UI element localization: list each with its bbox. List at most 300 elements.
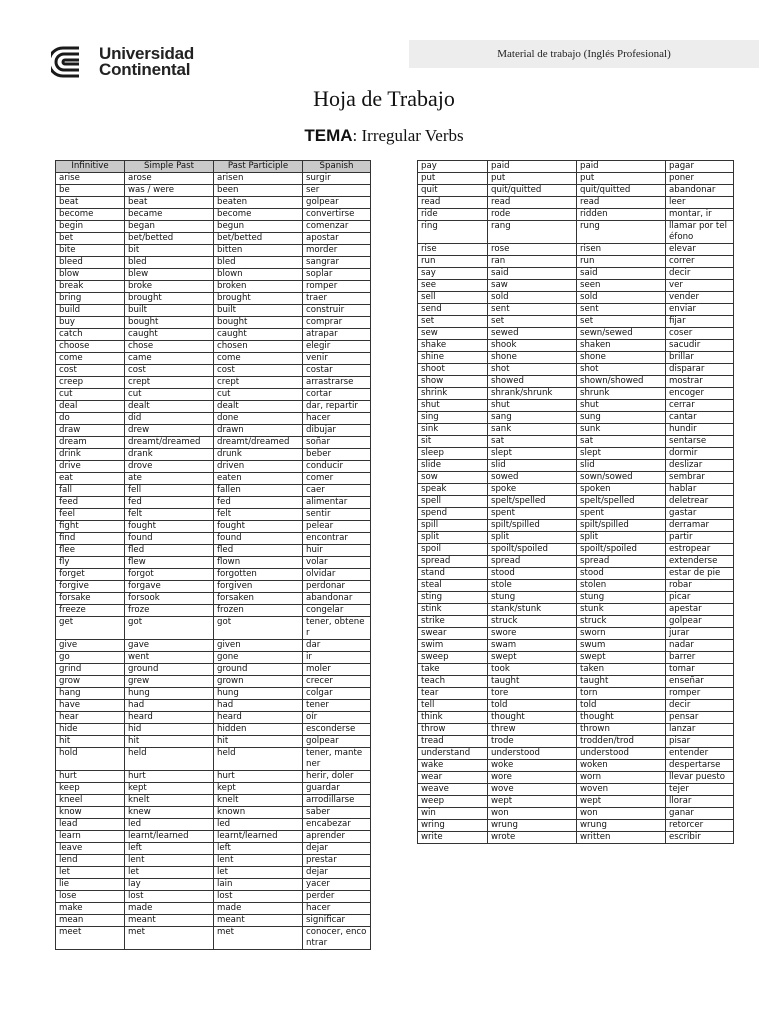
table-cell: spoke [488, 484, 577, 496]
table-cell: shrink [418, 388, 488, 400]
table-cell: took [488, 664, 577, 676]
table-cell: thought [488, 712, 577, 724]
table-row [56, 413, 371, 425]
table-cell: blew [125, 269, 214, 281]
table-row [418, 508, 734, 520]
table-cell: sat [488, 436, 577, 448]
table-cell: was / were [125, 185, 214, 197]
table-cell: knew [125, 807, 214, 819]
table-cell: beaten [214, 197, 303, 209]
table-cell: sewn/sewed [577, 328, 666, 340]
table-cell: sent [488, 304, 577, 316]
topic-value: : Irregular Verbs [352, 126, 464, 145]
table-cell: been [214, 185, 303, 197]
table-row [418, 268, 734, 280]
table-cell: olvidar [303, 569, 371, 581]
table-row [418, 161, 734, 173]
table-cell: sung [577, 412, 666, 424]
table-cell: guardar [303, 783, 371, 795]
table-row [418, 412, 734, 424]
table-cell: understand [418, 748, 488, 760]
table-cell: spread [488, 556, 577, 568]
table-cell: said [577, 268, 666, 280]
table-row [418, 340, 734, 352]
table-row [56, 819, 371, 831]
table-cell: slide [418, 460, 488, 472]
table-cell: arrodillarse [303, 795, 371, 807]
table-cell: coser [666, 328, 734, 340]
table-cell: frozen [214, 605, 303, 617]
table-cell: knelt [125, 795, 214, 807]
table-cell: hacer [303, 413, 371, 425]
table-row [56, 867, 371, 879]
table-cell: feel [56, 509, 125, 521]
table-cell: chose [125, 341, 214, 353]
table-row [418, 772, 734, 784]
table-cell: lose [56, 891, 125, 903]
table-row [418, 304, 734, 316]
table-cell: forsook [125, 593, 214, 605]
table-row [418, 736, 734, 748]
table-cell: ganar [666, 808, 734, 820]
table-cell: made [125, 903, 214, 915]
table-cell: lost [125, 891, 214, 903]
table-cell: trode [488, 736, 577, 748]
table-cell: apestar [666, 604, 734, 616]
table-row [56, 461, 371, 473]
table-cell: showed [488, 376, 577, 388]
table-cell: ground [214, 664, 303, 676]
table-cell: lost [214, 891, 303, 903]
table-cell: let [56, 867, 125, 879]
table-cell: esconderse [303, 724, 371, 736]
table-cell: sowed [488, 472, 577, 484]
table-cell: do [56, 413, 125, 425]
table-cell: told [577, 700, 666, 712]
table-cell: lead [56, 819, 125, 831]
table-cell: comenzar [303, 221, 371, 233]
table-cell: hidden [214, 724, 303, 736]
table-cell: find [56, 533, 125, 545]
table-cell: cerrar [666, 400, 734, 412]
table-cell: congelar [303, 605, 371, 617]
table-cell: wept [488, 796, 577, 808]
table-cell: met [214, 927, 303, 950]
table-cell: forsaken [214, 593, 303, 605]
table-cell: got [214, 617, 303, 640]
table-row [56, 593, 371, 605]
table-row [56, 855, 371, 867]
table-cell: see [418, 280, 488, 292]
table-cell: shine [418, 352, 488, 364]
table-cell: cost [56, 365, 125, 377]
table-cell: begun [214, 221, 303, 233]
table-cell: wrung [488, 820, 577, 832]
table-cell: shown/showed [577, 376, 666, 388]
table-row [418, 724, 734, 736]
table-row [56, 221, 371, 233]
table-cell: traer [303, 293, 371, 305]
table-cell: dar, repartir [303, 401, 371, 413]
table-cell: sold [488, 292, 577, 304]
table-cell: met [125, 927, 214, 950]
table-cell: tener, obtener [303, 617, 371, 640]
table-cell: knelt [214, 795, 303, 807]
table-cell: conducir [303, 461, 371, 473]
table-cell: sew [418, 328, 488, 340]
table-cell: moler [303, 664, 371, 676]
table-cell: partir [666, 532, 734, 544]
table-row [56, 617, 371, 640]
table-cell: fled [214, 545, 303, 557]
table-cell: drank [125, 449, 214, 461]
table-cell: fed [125, 497, 214, 509]
table-cell: elegir [303, 341, 371, 353]
table-row [56, 891, 371, 903]
table-cell: bled [125, 257, 214, 269]
table-cell: ground [125, 664, 214, 676]
table-cell: stank/stunk [488, 604, 577, 616]
table-cell: seen [577, 280, 666, 292]
table-cell: oír [303, 712, 371, 724]
table-cell: rung [577, 221, 666, 244]
table-cell: spread [418, 556, 488, 568]
table-cell: drove [125, 461, 214, 473]
table-row [56, 365, 371, 377]
table-cell: mostrar [666, 376, 734, 388]
topic-label: TEMA [304, 126, 353, 145]
table-row [56, 748, 371, 771]
table-cell: morder [303, 245, 371, 257]
table-cell: take [418, 664, 488, 676]
table-row [418, 388, 734, 400]
table-cell: set [418, 316, 488, 328]
table-cell: golpear [303, 736, 371, 748]
table-cell: swept [577, 652, 666, 664]
logo-line-2: Continental [99, 60, 191, 79]
table-cell: drew [125, 425, 214, 437]
table-cell: driven [214, 461, 303, 473]
table-row [56, 233, 371, 245]
table-row [418, 364, 734, 376]
table-cell: dealt [214, 401, 303, 413]
table-row [418, 640, 734, 652]
table-cell: spent [488, 508, 577, 520]
table-cell: chosen [214, 341, 303, 353]
table-cell: costar [303, 365, 371, 377]
table-cell: forget [56, 569, 125, 581]
table-cell: beber [303, 449, 371, 461]
table-cell: sit [418, 436, 488, 448]
table-row [56, 281, 371, 293]
table-cell: spend [418, 508, 488, 520]
table-cell: stolen [577, 580, 666, 592]
table-cell: disparar [666, 364, 734, 376]
table-cell: wrung [577, 820, 666, 832]
table-cell: wring [418, 820, 488, 832]
table-cell: throw [418, 724, 488, 736]
table-row [418, 820, 734, 832]
table-cell: comprar [303, 317, 371, 329]
table-cell: crept [214, 377, 303, 389]
table-cell: wore [488, 772, 577, 784]
table-cell: woven [577, 784, 666, 796]
table-cell: eaten [214, 473, 303, 485]
table-cell: bled [214, 257, 303, 269]
table-cell: broken [214, 281, 303, 293]
table-cell: heard [125, 712, 214, 724]
table-cell: bit [125, 245, 214, 257]
table-row [56, 783, 371, 795]
table-row [418, 197, 734, 209]
table-row [418, 424, 734, 436]
table-cell: hablar [666, 484, 734, 496]
table-cell: know [56, 807, 125, 819]
table-cell: spilt/spilled [488, 520, 577, 532]
table-cell: paid [488, 161, 577, 173]
table-cell: cost [125, 365, 214, 377]
table-cell: felt [125, 509, 214, 521]
table-cell: brought [125, 293, 214, 305]
table-cell: hurt [125, 771, 214, 783]
table-cell: made [214, 903, 303, 915]
table-cell: enseñar [666, 676, 734, 688]
table-row [56, 389, 371, 401]
table-cell: build [56, 305, 125, 317]
table-cell: ver [666, 280, 734, 292]
table-cell: think [418, 712, 488, 724]
table-cell: flew [125, 557, 214, 569]
table-cell: left [214, 843, 303, 855]
table-cell: thought [577, 712, 666, 724]
table-cell: venir [303, 353, 371, 365]
header-infinitive: Infinitive [56, 161, 125, 173]
table-row [56, 903, 371, 915]
table-cell: sweep [418, 652, 488, 664]
table-cell: lent [214, 855, 303, 867]
table-row [418, 808, 734, 820]
table-row [56, 533, 371, 545]
table-cell: swore [488, 628, 577, 640]
table-cell: bite [56, 245, 125, 257]
table-cell: tore [488, 688, 577, 700]
table-cell: beat [56, 197, 125, 209]
table-row [56, 377, 371, 389]
table-cell: spilt/spilled [577, 520, 666, 532]
table-cell: shook [488, 340, 577, 352]
table-row [56, 927, 371, 950]
table-cell: let [125, 867, 214, 879]
table-body-left [56, 173, 371, 950]
table-cell: spoil [418, 544, 488, 556]
table-cell: worn [577, 772, 666, 784]
table-row [56, 736, 371, 748]
table-cell: spelt/spelled [488, 496, 577, 508]
table-cell: teach [418, 676, 488, 688]
table-cell: montar, ir [666, 209, 734, 221]
table-cell: forsake [56, 593, 125, 605]
continental-logo-icon [51, 44, 91, 80]
table-cell: volar [303, 557, 371, 569]
table-cell: robar [666, 580, 734, 592]
table-cell: steal [418, 580, 488, 592]
table-cell: hacer [303, 903, 371, 915]
table-cell: sentir [303, 509, 371, 521]
table-cell: froze [125, 605, 214, 617]
table-row [56, 557, 371, 569]
table-row [418, 352, 734, 364]
table-cell: trodden/trod [577, 736, 666, 748]
table-cell: romper [666, 688, 734, 700]
table-cell: colgar [303, 688, 371, 700]
table-cell: found [125, 533, 214, 545]
table-row [56, 185, 371, 197]
table-cell: ran [488, 256, 577, 268]
table-row [56, 293, 371, 305]
table-cell: understood [488, 748, 577, 760]
table-cell: arose [125, 173, 214, 185]
table-cell: sacudir [666, 340, 734, 352]
header-simple-past: Simple Past [125, 161, 214, 173]
table-row [418, 400, 734, 412]
table-row [56, 317, 371, 329]
table-cell: dar [303, 640, 371, 652]
table-cell: sewed [488, 328, 577, 340]
table-cell: saw [488, 280, 577, 292]
table-cell: sell [418, 292, 488, 304]
table-row [418, 460, 734, 472]
table-cell: rang [488, 221, 577, 244]
table-cell: golpear [666, 616, 734, 628]
table-cell: lay [125, 879, 214, 891]
table-cell: conocer, encontrar [303, 927, 371, 950]
table-cell: bring [56, 293, 125, 305]
table-cell: put [488, 173, 577, 185]
table-cell: drawn [214, 425, 303, 437]
table-cell: began [125, 221, 214, 233]
table-cell: cortar [303, 389, 371, 401]
table-cell: shut [418, 400, 488, 412]
table-cell: done [214, 413, 303, 425]
table-cell: drunk [214, 449, 303, 461]
table-cell: forgot [125, 569, 214, 581]
table-row [418, 376, 734, 388]
table-body-right [418, 161, 734, 844]
table-cell: fallen [214, 485, 303, 497]
table-cell: dreamt/dreamed [125, 437, 214, 449]
table-cell: extenderse [666, 556, 734, 568]
table-cell: dealt [125, 401, 214, 413]
table-cell: hung [214, 688, 303, 700]
table-cell: construir [303, 305, 371, 317]
table-cell: torn [577, 688, 666, 700]
table-cell: perder [303, 891, 371, 903]
table-cell: become [214, 209, 303, 221]
table-cell: hear [56, 712, 125, 724]
table-cell: forgiven [214, 581, 303, 593]
table-cell: cut [56, 389, 125, 401]
table-cell: choose [56, 341, 125, 353]
table-cell: hide [56, 724, 125, 736]
table-cell: had [214, 700, 303, 712]
table-row [418, 556, 734, 568]
table-cell: keep [56, 783, 125, 795]
table-cell: slid [577, 460, 666, 472]
table-cell: lain [214, 879, 303, 891]
table-cell: entender [666, 748, 734, 760]
table-row [56, 879, 371, 891]
table-cell: threw [488, 724, 577, 736]
table-cell: jurar [666, 628, 734, 640]
table-cell: did [125, 413, 214, 425]
table-row [56, 449, 371, 461]
table-row [418, 544, 734, 556]
table-cell: set [577, 316, 666, 328]
table-cell: read [577, 197, 666, 209]
table-cell: pay [418, 161, 488, 173]
table-cell: quit/quitted [577, 185, 666, 197]
table-cell: meant [125, 915, 214, 927]
table-cell: escribir [666, 832, 734, 844]
table-cell: rose [488, 244, 577, 256]
table-row [56, 915, 371, 927]
table-cell: significar [303, 915, 371, 927]
table-row [418, 185, 734, 197]
table-row [56, 605, 371, 617]
table-row [418, 496, 734, 508]
table-row [418, 448, 734, 460]
table-cell: bought [214, 317, 303, 329]
table-cell: bitten [214, 245, 303, 257]
table-cell: speak [418, 484, 488, 496]
table-row [56, 425, 371, 437]
table-cell: read [488, 197, 577, 209]
table-cell: derramar [666, 520, 734, 532]
table-cell: spelt/spelled [577, 496, 666, 508]
table-row [418, 209, 734, 221]
table-row [56, 473, 371, 485]
table-cell: fight [56, 521, 125, 533]
table-cell: got [125, 617, 214, 640]
table-cell: learnt/learned [214, 831, 303, 843]
table-cell: romper [303, 281, 371, 293]
table-row [418, 712, 734, 724]
table-cell: bleed [56, 257, 125, 269]
table-cell: cantar [666, 412, 734, 424]
table-cell: pensar [666, 712, 734, 724]
table-cell: fijar [666, 316, 734, 328]
table-cell: decir [666, 700, 734, 712]
table-cell: stole [488, 580, 577, 592]
table-cell: kept [214, 783, 303, 795]
table-cell: buy [56, 317, 125, 329]
header-note: Material de trabajo (Inglés Profesional) [409, 40, 759, 68]
table-row [56, 209, 371, 221]
table-cell: heard [214, 712, 303, 724]
table-cell: swear [418, 628, 488, 640]
table-row [418, 604, 734, 616]
table-row [56, 509, 371, 521]
table-cell: pisar [666, 736, 734, 748]
table-cell: soplar [303, 269, 371, 281]
table-cell: win [418, 808, 488, 820]
table-row [418, 784, 734, 796]
table-row [56, 569, 371, 581]
table-cell: cut [125, 389, 214, 401]
table-cell: built [214, 305, 303, 317]
table-row [418, 628, 734, 640]
table-row [56, 545, 371, 557]
